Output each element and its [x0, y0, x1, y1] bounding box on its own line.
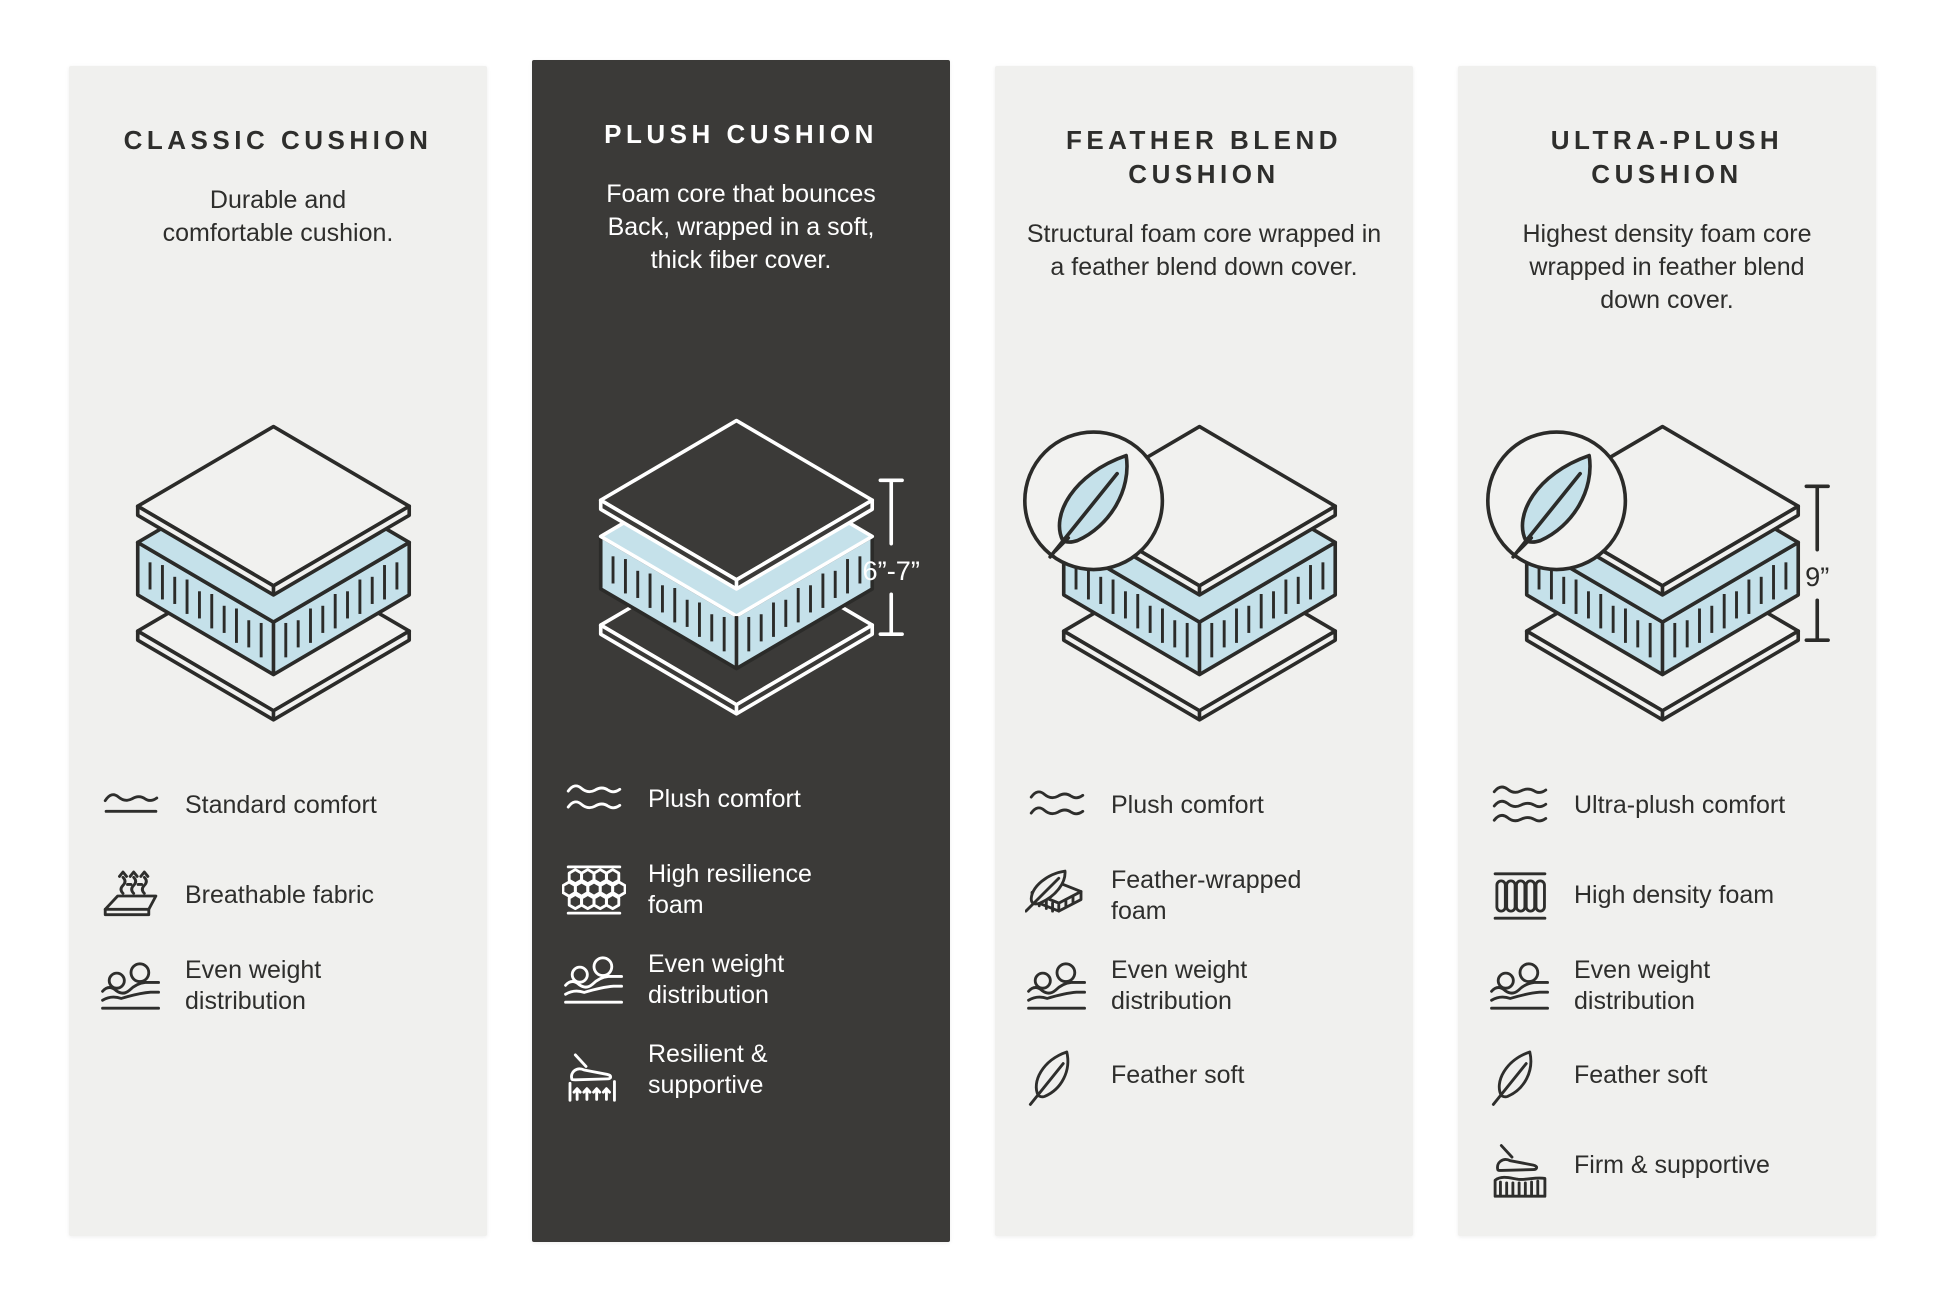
card-description: Foam core that bounces Back, wrapped in a soft, thick fiber cover.: [606, 179, 876, 274]
feature-row: [1488, 864, 1846, 928]
feature-list: [1486, 774, 1848, 1198]
feather-badge-icon: [1488, 432, 1626, 570]
high-density-foam-icon: [1488, 864, 1552, 928]
feather-wrapped-foam-icon: [1025, 864, 1089, 928]
feature-label: Even weight distribution: [1111, 955, 1248, 1015]
card-header: [1023, 124, 1385, 376]
feather-icon: [1488, 1044, 1552, 1108]
layered-cushion-diagram: [97, 376, 459, 774]
honeycomb-foam-icon: [562, 858, 626, 922]
feature-label: Feather soft: [1111, 1061, 1245, 1090]
feature-row: [99, 864, 457, 928]
feature-label: High resilience foam: [648, 859, 812, 919]
feature-label: Even weight distribution: [1574, 955, 1711, 1015]
card-title: PLUSH CUSHION: [604, 119, 878, 149]
feature-label: Ultra-plush comfort: [1574, 791, 1786, 820]
even-weight-icon: [99, 954, 163, 1018]
feature-label: Plush comfort: [1111, 791, 1264, 820]
feature-label: Resilient & supportive: [648, 1039, 768, 1099]
double-wave-icon: [562, 768, 626, 832]
feather-icon: [1025, 1044, 1089, 1108]
even-weight-icon: [1025, 954, 1089, 1018]
measurement-label: 9”: [1805, 560, 1830, 592]
feature-row: [1025, 1044, 1383, 1108]
feature-row: [1488, 1134, 1846, 1198]
feature-label: Standard comfort: [185, 791, 377, 820]
double-wave-icon: [1025, 774, 1089, 838]
even-weight-icon: [1488, 954, 1552, 1018]
layered-cushion-diagram: [1023, 376, 1385, 774]
feature-row: [1025, 954, 1383, 1018]
feature-row: [99, 774, 457, 838]
triple-wave-icon: [1488, 774, 1552, 838]
card-header: [97, 124, 459, 376]
feature-row: [1488, 1044, 1846, 1108]
firm-supportive-icon: [1488, 1134, 1552, 1198]
feature-label: Firm & supportive: [1574, 1151, 1770, 1180]
layered-cushion-diagram: [560, 370, 922, 768]
feature-row: [562, 1038, 920, 1102]
cushion-card-plush: [532, 60, 950, 1242]
card-header: [560, 118, 922, 370]
feature-label: Feather soft: [1574, 1061, 1708, 1090]
feature-row: [562, 948, 920, 1012]
feature-label: Even weight distribution: [185, 955, 322, 1015]
measurement-label: 6”-7”: [862, 554, 920, 586]
card-title: ULTRA-PLUSH CUSHION: [1550, 125, 1784, 189]
card-header: [1486, 124, 1848, 376]
cushion-card-ultra-plush: [1458, 66, 1876, 1236]
feature-label: Breathable fabric: [185, 881, 375, 910]
card-description: Durable and comfortable cushion.: [162, 185, 394, 247]
even-weight-icon: [562, 948, 626, 1012]
feature-row: [1025, 864, 1383, 928]
cushion-card-classic: [69, 66, 487, 1236]
feature-row: [562, 768, 920, 832]
feature-row: [1488, 774, 1846, 838]
feature-label: Feather-wrapped foam: [1111, 865, 1302, 925]
feature-row: [99, 954, 457, 1018]
feature-row: [562, 858, 920, 922]
card-description: Structural foam core wrapped in a feather blend down cover.: [1026, 219, 1382, 281]
card-title: CLASSIC CUSHION: [123, 125, 433, 155]
resilient-supportive-icon: [562, 1038, 626, 1102]
feature-label: High density foam: [1574, 881, 1775, 910]
cushion-card-feather-blend: [995, 66, 1413, 1236]
feature-row: [1488, 954, 1846, 1018]
breathable-fabric-icon: [99, 864, 163, 928]
card-description: Highest density foam core wrapped in feather blend down cover.: [1522, 219, 1812, 314]
feature-list: [1023, 774, 1385, 1108]
feature-label: Even weight distribution: [648, 949, 785, 1009]
feather-badge-icon: [1025, 432, 1163, 570]
feature-list: [560, 768, 922, 1102]
feature-label: Plush comfort: [648, 785, 801, 814]
card-title: FEATHER BLEND CUSHION: [1065, 125, 1343, 189]
feature-row: [1025, 774, 1383, 838]
feature-list: [97, 774, 459, 1018]
wave-icon: [99, 774, 163, 838]
layered-cushion-diagram: [1486, 376, 1848, 774]
